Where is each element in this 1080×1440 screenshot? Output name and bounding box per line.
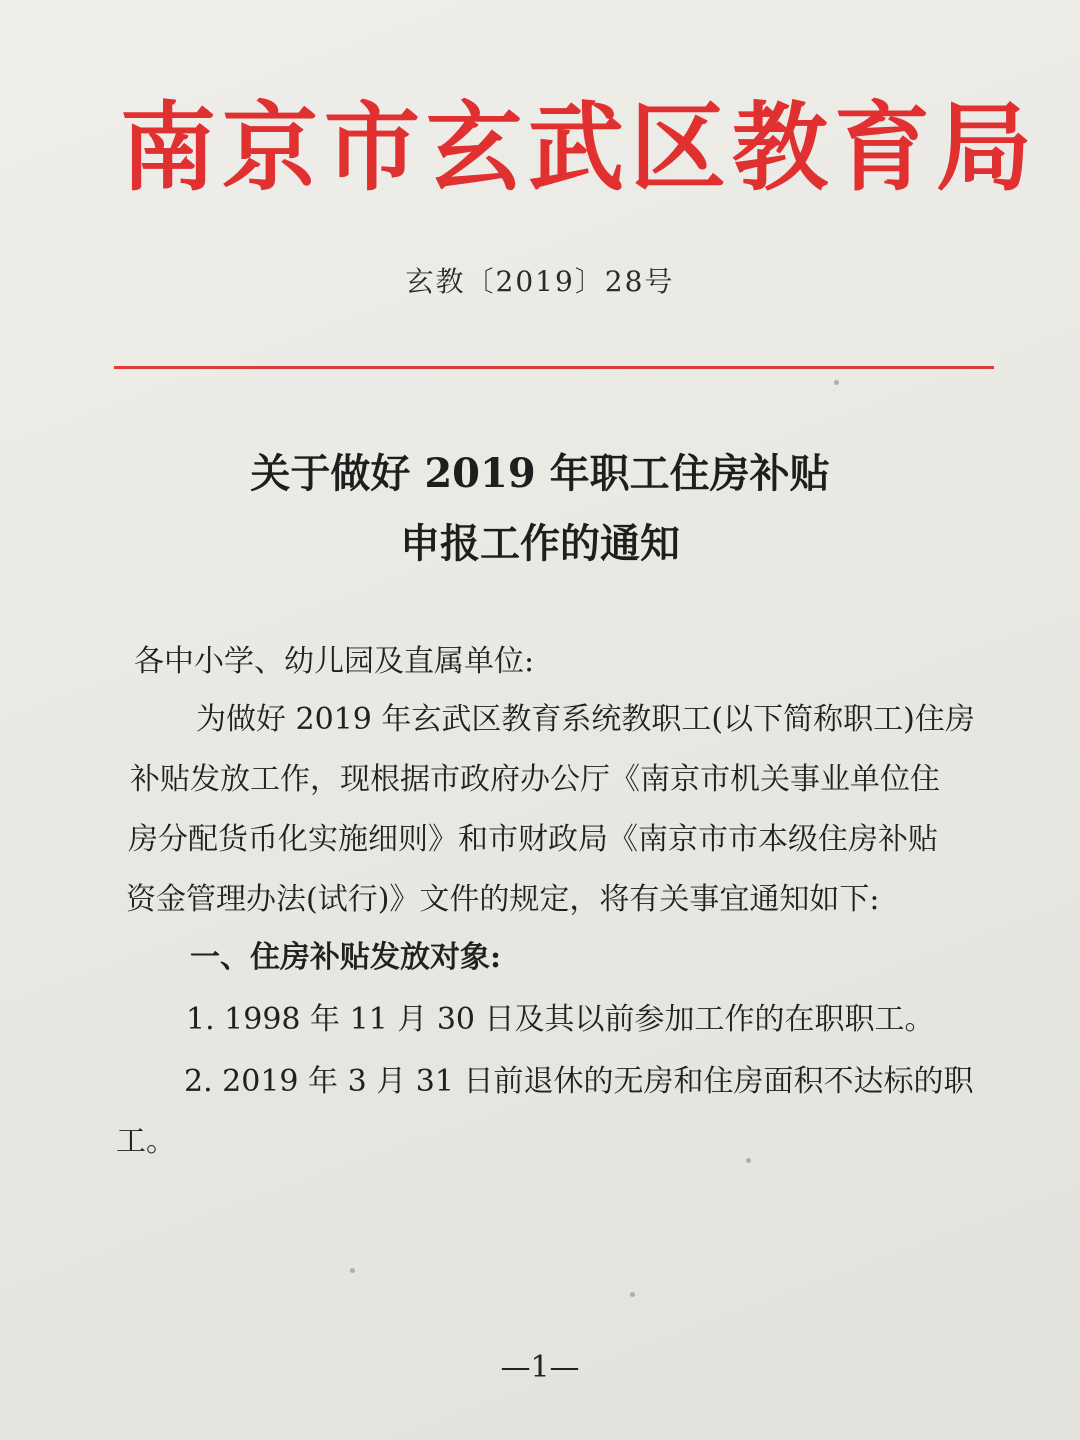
document-title-line-2: 申报工作的通知 <box>400 520 680 567</box>
paper-speck <box>834 380 839 385</box>
body-line-2: 补贴发放工作，现根据市政府办公厅《南京市机关事业单位住 <box>130 762 940 797</box>
letterhead-red-rule <box>114 366 994 369</box>
body-line-4: 资金管理办法(试行)》文件的规定，将有关事宜通知如下: <box>126 882 880 917</box>
document-number: 玄教〔2019〕28号 <box>405 265 675 298</box>
section-heading: 一、住房补贴发放对象: <box>190 940 502 975</box>
paper-speck <box>350 1268 355 1273</box>
paper-speck <box>746 1158 751 1163</box>
letterhead-issuer: 南京市玄武区教育局 <box>120 91 1038 204</box>
body-line-1: 为做好 2019 年玄武区教育系统教职工(以下简称职工)住房 <box>196 702 975 737</box>
list-item-2-continued: 工。 <box>116 1124 176 1159</box>
page-number: —1— <box>500 1350 580 1385</box>
document-title-line-1: 关于做好 2019 年职工住房补贴 <box>250 450 830 497</box>
list-item-2: 2. 2019 年 3 月 31 日前退休的无房和住房面积不达标的职 <box>184 1064 974 1099</box>
body-line-3: 房分配货币化实施细则》和市财政局《南京市市本级住房补贴 <box>128 822 938 857</box>
paper-speck <box>630 1292 635 1297</box>
addressee: 各中小学、幼儿园及直属单位: <box>134 644 535 679</box>
list-item-1: 1. 1998 年 11 月 30 日及其以前参加工作的在职职工。 <box>186 1002 935 1037</box>
